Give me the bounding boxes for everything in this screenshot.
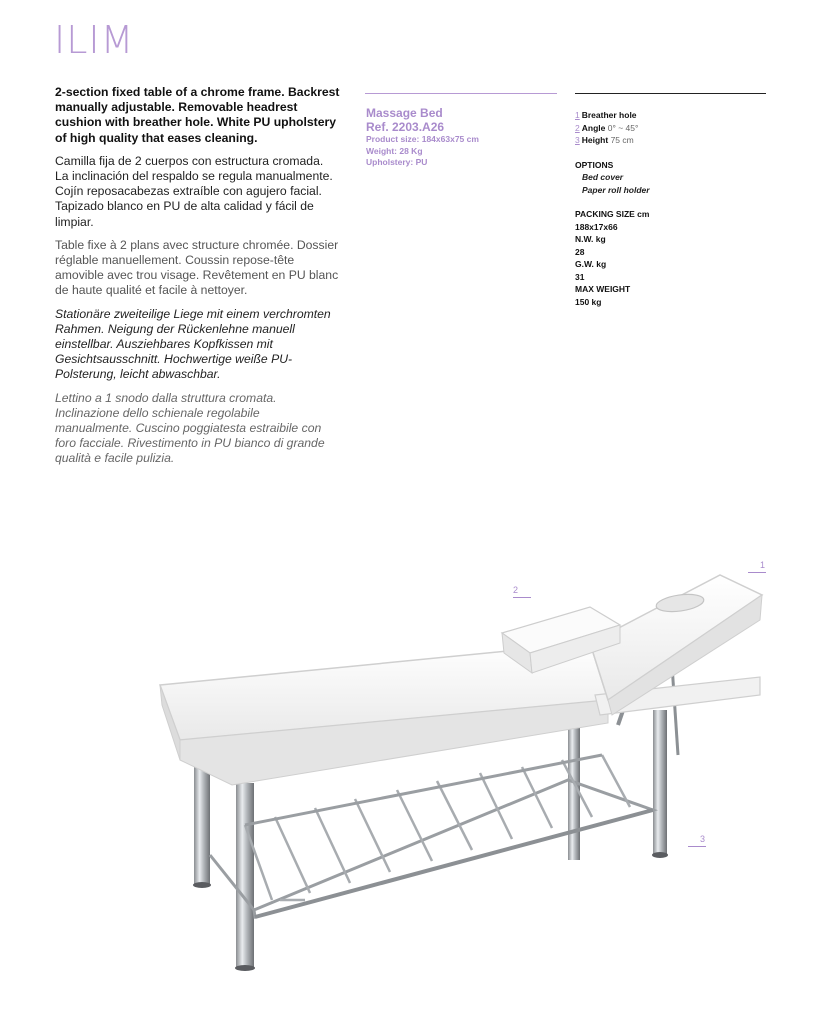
feature-value: 0° ~ 45°: [607, 122, 639, 133]
description-german: Stationäre zweiteilige Liege mit einem verchromten Rahmen. Neigung der Rückenlehne manuell einstellbar. Ausziehbares Kopfkissen mit Gesichtsausschnitt. Hochwertige weiße PU- Polsterung, leicht abwaschbar.: [55, 306, 331, 382]
product-info: [366, 106, 561, 169]
massage-bed-image: [150, 555, 770, 975]
max-weight-value: 150 kg: [575, 296, 602, 307]
option-item: Paper roll holder: [582, 184, 650, 195]
callout-number: 2: [513, 585, 519, 595]
product-upholstery: Upholstery: PU: [366, 157, 428, 167]
divider-specs: [575, 93, 766, 94]
product-ref: Ref. 2203.A26: [366, 120, 445, 134]
description-block: [55, 85, 340, 475]
callout-number: 1: [760, 560, 766, 570]
product-weight: Weight: 28 Kg: [366, 145, 423, 156]
product-size: Product size: 184x63x75 cm: [366, 134, 479, 144]
feature-label: Breather hole: [581, 110, 637, 120]
callout-line: [513, 597, 531, 598]
callout-line: [688, 846, 706, 847]
net-weight-label: N.W. kg: [575, 234, 606, 244]
feature-item: [575, 109, 775, 122]
spec-list: [575, 109, 775, 308]
packing-heading: PACKING SIZE cm: [575, 209, 650, 219]
description-french: Table fixe à 2 plans avec structure chromée. Dossier réglable manuellement. Coussin repose-tête amovible avec trou visage. Revêtement en PU blanc de haute qualité et facile à nettoyer.: [55, 237, 339, 298]
feature-label: Height: [581, 135, 609, 145]
divider-product: [365, 93, 557, 94]
options-heading: OPTIONS: [575, 159, 614, 170]
product-title: ILIM: [54, 18, 135, 62]
gross-weight-value: 31: [575, 271, 585, 282]
description-english: 2-section fixed table of a chrome frame. Backrest manually adjustable. Removable headrest cushion with breather hole. White PU upholstery of high quality that eases cleaning.: [55, 85, 340, 145]
product-name: Massage Bed: [366, 106, 443, 120]
net-weight-value: 28: [575, 246, 585, 257]
max-weight-label: MAX WEIGHT: [575, 284, 631, 294]
feature-number: 2: [575, 122, 580, 133]
feature-label: Angle: [581, 122, 606, 133]
description-italian: Lettino a 1 snodo dalla struttura cromata. Inclinazione dello schienale regolabile manualmente. Cuscino poggiatesta estraibile con foro facciale. Rivestimento in PU bianco di grande qualità e facile pulizia.: [55, 390, 325, 466]
feature-item: [575, 122, 775, 135]
feature-value: 75 cm: [610, 135, 634, 145]
gross-weight-label: G.W. kg: [575, 259, 607, 269]
feature-number: 1: [575, 110, 580, 120]
callout-number: 3: [700, 834, 706, 844]
callout-line: [748, 572, 766, 573]
feature-item: [575, 134, 775, 147]
option-item: Bed cover: [582, 172, 624, 182]
description-spanish: Camilla fija de 2 cuerpos con estructura cromada. La inclinación del respaldo se regula manualmente. Cojín reposacabezas extraíble con agujero facial. Tapizado blanco en PU de alta calidad y fácil de limpiar.: [55, 153, 333, 229]
packing-size: 188x17x66: [575, 221, 618, 232]
feature-number: 3: [575, 135, 580, 145]
